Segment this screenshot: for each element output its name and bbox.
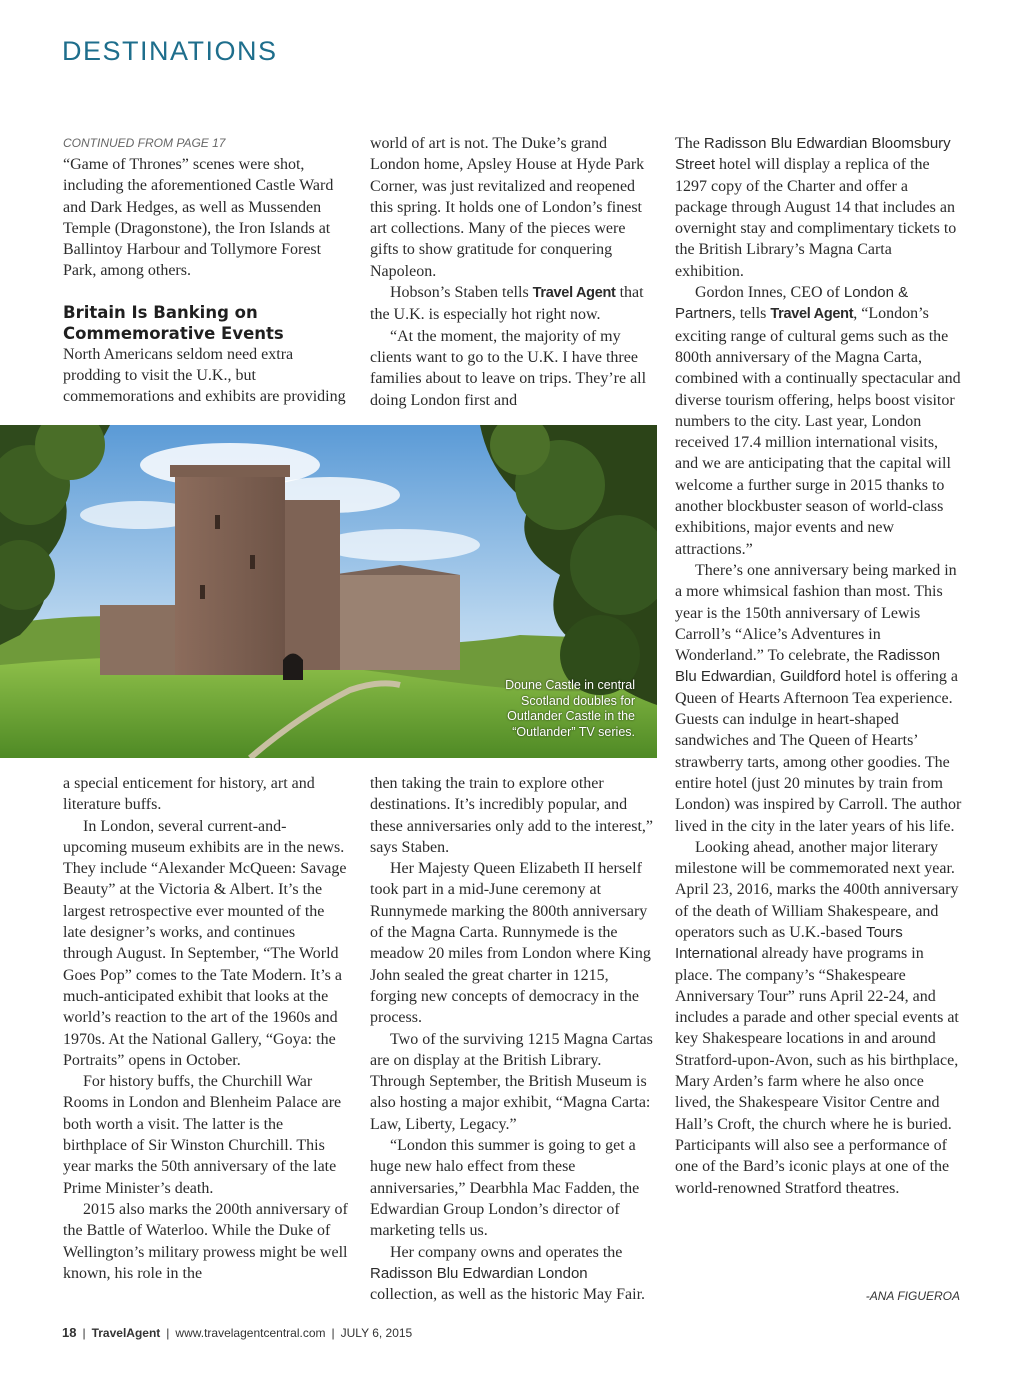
column-1-bottom: [63, 773, 348, 1284]
organization-name: London & Partners: [675, 284, 909, 323]
brand-name: Travel Agent: [770, 306, 854, 323]
paragraph: world of art is not. The Duke’s grand London home, Apsley House at Hyde Park Corner, was just revitalized and reopened this spring. It holds one of London’s finest art collections. Many of the pieces were gifts to show gratitude for conquering Napoleon.: [370, 135, 645, 280]
footer-divider: |: [166, 1326, 170, 1340]
paragraph: [675, 282, 962, 560]
text: Looking ahead, another major literary milestone will be commemorated next year. April 23, 2016, marks the 400th anniversary of the death of William Shakespeare, and operators such as U.K.-based: [675, 838, 959, 941]
paragraph: [370, 1242, 655, 1306]
author-byline: -ANA FIGUEROA: [865, 1289, 960, 1303]
hotel-name: Radisson Blu Edwardian London: [370, 1264, 588, 1282]
text: , tells: [731, 305, 771, 323]
paragraph: Her Majesty Queen Elizabeth II herself took part in a mid-June ceremony at Runnymede marking the 800th anniversary of the Magna Carta. Runnymede is the meadow 20 miles from London where King John sealed the great charter in 1215, forging new concepts of democracy in the process.: [370, 860, 651, 1027]
organization-name: Tours International: [675, 923, 903, 963]
section-title: DESTINATIONS: [62, 36, 278, 66]
text: collection, as well as the historic May Fair.: [370, 1286, 646, 1304]
text: hotel will display a replica of the 1297 copy of the Charter and offer a package through August 14 that includes an overnight stay and complimentary tickets to the British Library’s Magna Carta exhibition.: [675, 156, 957, 280]
paragraph: For history buffs, the Churchill War Rooms in London and Blenheim Palace are both worth a visit. The latter is the birthplace of Sir Winston Churchill. This year marks the 50th anniversary of the late Prime Minister’s death.: [63, 1073, 342, 1197]
text: Hobson’s Staben tells: [390, 284, 533, 302]
paragraph: “At the moment, the majority of my clients want to go to the U.K. I have three families about to leave on trips. They’re all doing London first and: [370, 327, 647, 409]
footer-brand: TravelAgent: [91, 1326, 161, 1340]
page-footer: [62, 1325, 412, 1340]
photo-caption: Doune Castle in central Scotland doubles for Outlander Castle in the “Outlander” TV series.: [505, 678, 635, 739]
paragraph: [675, 560, 962, 837]
paragraph: “Game of Thrones” scenes were shot, including the aforementioned Castle Ward and Dark Hedges, as well as Mussenden Temple (Dragonstone), the Iron Islands at Ballintoy Harbour and Tollymore Forest Park, among others.: [63, 156, 334, 280]
paragraph: In London, several current-and-upcoming museum exhibits are in the news. They include “Alexander McQueen: Savage Beauty” at the Victoria & Albert. It’s the largest retrospective ever mounted of the late designer’s works, and continues through August. In September, “The World Goes Pop” comes to the Tate Modern. It’s a much-anticipated exhibit that looks at the world’s reaction to the art of the 1960s and 1970s. At the National Gallery, “Goya: the Portraits” opens in October.: [63, 817, 347, 1069]
paragraph: a special enticement for history, art and literature buffs.: [63, 775, 315, 814]
text: that the U.K. is especially hot right now.: [370, 284, 644, 324]
castle-photo: [0, 425, 657, 758]
page-number: 18: [62, 1325, 77, 1340]
paragraph: then taking the train to explore other destinations. It’s incredibly popular, and these anniversaries only add to the interest,” says Staben.: [370, 775, 654, 856]
text: Her company owns and operates the: [390, 1243, 623, 1261]
hotel-name: Radisson Blu Edwardian, Guildford: [675, 647, 941, 686]
footer-url[interactable]: www.travelagentcentral.com: [175, 1326, 326, 1340]
subhead: Britain Is Banking on Commemorative Events: [63, 302, 284, 343]
text: hotel is offering a Queen of Hearts Afternoon Tea experience. Guests can indulge in heart-shaped sandwiches and The Queen of Hearts’ strawberry tarts, among other goodies. The entire hotel (just 20 minutes by train from London) was inspired by Carroll. The author lived in the city in the later years of his life.: [675, 668, 962, 835]
text: already have programs in place. The company’s “Shakespeare Anniversary Tour” runs April 22-24, and includes a parade and other special events at key Shakespeare locations in and around Stratford-upon-Avon, such as his birthplace, Mary Arden’s farm where he also once lived, the Shakespeare Visitor Centre and Hall’s Croft, the church where he is buried. Participants will also see a performance of one of the Bard’s iconic plays at one of the world-renowned Stratford theatres.: [675, 945, 959, 1197]
footer-divider: |: [331, 1326, 335, 1340]
paragraph: 2015 also marks the 200th anniversary of the Battle of Waterloo. While the Duke of Wellington’s military prowess might be well known, his role in the: [63, 1200, 348, 1282]
text: The: [675, 135, 704, 152]
footer-date: JULY 6, 2015: [340, 1326, 413, 1340]
paragraph: North Americans seldom need extra prodding to visit the U.K., but commemorations and exhibits are providing: [63, 345, 346, 406]
paragraph: Two of the surviving 1215 Magna Cartas are on display at the British Library. Through September, the British Museum is also hosting a major exhibit, “Magna Carta: Law, Liberty, Legacy.”: [370, 1030, 653, 1133]
paragraph: [675, 133, 962, 282]
paragraph: “London this summer is going to get a huge new halo effect from these anniversaries,” Dearbhla Mac Fadden, the Edwardian Group London’s director of marketing tells us.: [370, 1137, 640, 1240]
footer-divider: |: [82, 1326, 86, 1340]
column-1-top: [63, 133, 348, 408]
brand-name: Travel Agent: [532, 285, 616, 302]
continued-from-label: CONTINUED FROM PAGE 17: [63, 136, 226, 150]
column-2-top: [370, 133, 655, 411]
column-2-bottom: [370, 773, 655, 1305]
paragraph: [675, 837, 962, 1199]
column-3: [675, 133, 962, 1199]
text: , “London’s exciting range of cultural gems such as the 800th anniversary of the Magna Carta, combined with a continually spectacular and diverse tourism offering, helps boost visitor numbers to the city. Last year, London received 17.4 million international visits, and we are anticipating that the capital will welcome a further surge in 2015 thanks to another blockbuster season of world-class exhibitions, major events and new attractions.”: [675, 305, 961, 558]
paragraph: [370, 282, 655, 326]
text: Gordon Innes, CEO of: [695, 284, 844, 302]
hotel-name: Radisson Blu Edwardian Bloomsbury Street: [675, 135, 951, 174]
text: There’s one anniversary being marked in a more whimsical fashion than most. This year is the 150th anniversary of Lewis Carroll’s “Alice’s Adventures in Wonderland.” To celebrate, the: [675, 561, 957, 665]
